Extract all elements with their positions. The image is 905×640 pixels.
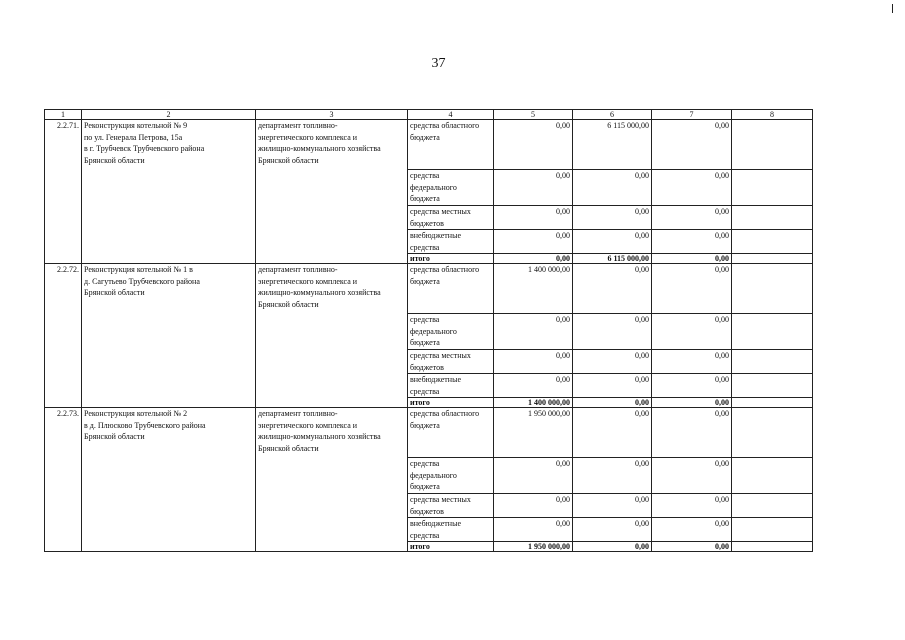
column-number: 7 — [652, 110, 732, 120]
amount-col6: 0,00 — [573, 518, 652, 542]
amount-col8 — [732, 408, 813, 458]
amount-col5: 0,00 — [494, 206, 573, 230]
amount-col7: 0,00 — [652, 494, 732, 518]
column-number: 6 — [573, 110, 652, 120]
item-name: Реконструкция котельной № 1 в д. Сагутьево Трубчевского района Брянской области — [82, 264, 256, 408]
amount-col7: 0,00 — [652, 264, 732, 314]
amount-col7: 0,00 — [652, 170, 732, 206]
amount-col6: 0,00 — [573, 170, 652, 206]
funding-source: итого — [408, 254, 494, 264]
funding-source: внебюджетные средства — [408, 230, 494, 254]
amount-col7: 0,00 — [652, 206, 732, 230]
table-row — [45, 120, 813, 170]
amount-col7: 0,00 — [652, 350, 732, 374]
item-executor: департамент топливно- энергетического комплекса и жилищно-коммунального хозяйства Брянской области — [256, 120, 408, 264]
amount-col5: 1 950 000,00 — [494, 408, 573, 458]
amount-col6: 0,00 — [573, 350, 652, 374]
funding-source: итого — [408, 398, 494, 408]
item-executor: департамент топливно- энергетического комплекса и жилищно-коммунального хозяйства Брянской области — [256, 264, 408, 408]
funding-source: средства областного бюджета — [408, 264, 494, 314]
amount-col5: 0,00 — [494, 350, 573, 374]
funding-source: средства федерального бюджета — [408, 458, 494, 494]
amount-col8 — [732, 350, 813, 374]
amount-col6: 0,00 — [573, 230, 652, 254]
amount-col8 — [732, 314, 813, 350]
amount-col8 — [732, 542, 813, 552]
amount-col6: 6 115 000,00 — [573, 120, 652, 170]
amount-col6: 0,00 — [573, 398, 652, 408]
funding-source: средства местных бюджетов — [408, 494, 494, 518]
amount-col8 — [732, 374, 813, 398]
item-name: Реконструкция котельной № 9 по ул. Генерала Петрова, 15а в г. Трубчевск Трубчевского района Брянской области — [82, 120, 256, 264]
amount-col7: 0,00 — [652, 518, 732, 542]
amount-col6: 0,00 — [573, 458, 652, 494]
amount-col5: 0,00 — [494, 494, 573, 518]
funding-source: средства федерального бюджета — [408, 314, 494, 350]
amount-col5: 1 400 000,00 — [494, 264, 573, 314]
amount-col8 — [732, 206, 813, 230]
amount-col5: 0,00 — [494, 230, 573, 254]
amount-col8 — [732, 254, 813, 264]
amount-col8 — [732, 518, 813, 542]
scan-edge-mark — [892, 4, 893, 13]
amount-col7: 0,00 — [652, 254, 732, 264]
column-number: 3 — [256, 110, 408, 120]
amount-col7: 0,00 — [652, 314, 732, 350]
item-code: 2.2.73. — [45, 408, 82, 552]
item-executor: департамент топливно- энергетического комплекса и жилищно-коммунального хозяйства Брянской области — [256, 408, 408, 552]
amount-col7: 0,00 — [652, 408, 732, 458]
funding-source: внебюджетные средства — [408, 374, 494, 398]
amount-col5: 0,00 — [494, 518, 573, 542]
column-number: 2 — [82, 110, 256, 120]
amount-col6: 0,00 — [573, 314, 652, 350]
funding-table — [44, 109, 813, 552]
amount-col5: 0,00 — [494, 120, 573, 170]
amount-col5: 1 950 000,00 — [494, 542, 573, 552]
amount-col7: 0,00 — [652, 398, 732, 408]
funding-source: средства областного бюджета — [408, 408, 494, 458]
amount-col5: 0,00 — [494, 314, 573, 350]
amount-col8 — [732, 120, 813, 170]
amount-col8 — [732, 264, 813, 314]
amount-col6: 0,00 — [573, 494, 652, 518]
funding-source: средства областного бюджета — [408, 120, 494, 170]
amount-col7: 0,00 — [652, 542, 732, 552]
amount-col7: 0,00 — [652, 458, 732, 494]
table-row — [45, 408, 813, 458]
column-number: 8 — [732, 110, 813, 120]
table-row — [45, 264, 813, 314]
amount-col6: 0,00 — [573, 408, 652, 458]
amount-col6: 6 115 000,00 — [573, 254, 652, 264]
item-code: 2.2.72. — [45, 264, 82, 408]
funding-source: внебюджетные средства — [408, 518, 494, 542]
amount-col5: 0,00 — [494, 170, 573, 206]
funding-source: средства федерального бюджета — [408, 170, 494, 206]
amount-col6: 0,00 — [573, 542, 652, 552]
amount-col5: 1 400 000,00 — [494, 398, 573, 408]
item-code: 2.2.71. — [45, 120, 82, 264]
amount-col8 — [732, 230, 813, 254]
amount-col6: 0,00 — [573, 206, 652, 230]
amount-col7: 0,00 — [652, 374, 732, 398]
column-number: 5 — [494, 110, 573, 120]
amount-col5: 0,00 — [494, 458, 573, 494]
amount-col5: 0,00 — [494, 254, 573, 264]
amount-col6: 0,00 — [573, 264, 652, 314]
funding-source: средства местных бюджетов — [408, 206, 494, 230]
funding-source: итого — [408, 542, 494, 552]
amount-col6: 0,00 — [573, 374, 652, 398]
amount-col8 — [732, 170, 813, 206]
page-number: 37 — [431, 56, 446, 71]
amount-col7: 0,00 — [652, 120, 732, 170]
item-name: Реконструкция котельной № 2 в д. Плюсково Трубчевского района Брянской области — [82, 408, 256, 552]
funding-source: средства местных бюджетов — [408, 350, 494, 374]
column-number: 4 — [408, 110, 494, 120]
amount-col8 — [732, 398, 813, 408]
amount-col5: 0,00 — [494, 374, 573, 398]
column-number-row — [45, 110, 813, 120]
amount-col8 — [732, 494, 813, 518]
amount-col8 — [732, 458, 813, 494]
column-number: 1 — [45, 110, 82, 120]
amount-col7: 0,00 — [652, 230, 732, 254]
